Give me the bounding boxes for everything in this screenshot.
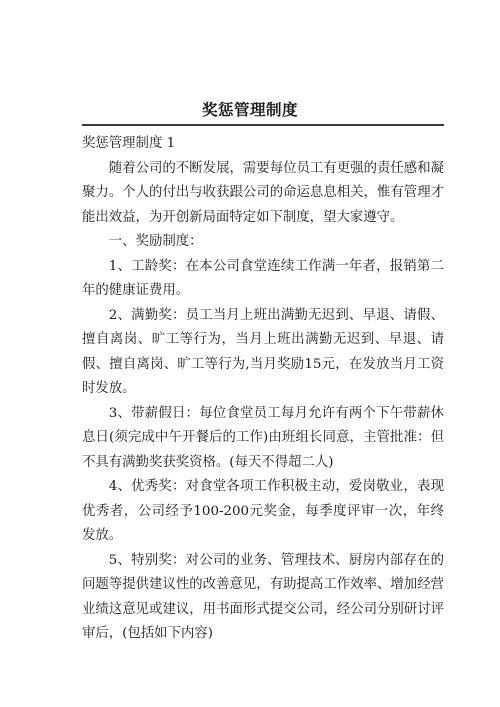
special-award-paragraph: 5、特别奖：对公司的业务、管理技术、厨房内部存在的问题等提供建议性的改善意见，有助提高工作效率、增加经营业绩这意见或建议，用书面形式提交公司，经公司分别研讨评审后，(包括如下内容) xyxy=(82,552,444,641)
document-title: 奖惩管理制度 xyxy=(201,101,298,119)
excellence-award-paragraph: 4、优秀奖：对食堂各项工作积极主动，爱岗敬业，表现优秀者，公司经予100-200元奖金，每季度评审一次，年终发放。 xyxy=(82,479,444,543)
paid-leave-paragraph: 3、带薪假日：每位食堂员工每月允许有两个下午带薪休息日(须完成中午开餐后的工作)由班组长同意，主管批准：但不具有满勤奖获奖资格。(每天不得超二人) xyxy=(82,405,444,470)
seniority-award-paragraph: 1、工龄奖：在本公司食堂连续工作满一年者，报销第二年的健康证费用。 xyxy=(82,258,444,298)
title-divider xyxy=(82,124,444,126)
full-attendance-award-paragraph: 2、满勤奖：员工当月上班出满勤无迟到、早退、请假、擅自离岗、旷工等行为，当月上班出满勤无迟到、早退、请假、擅自离岗、旷工等行为,当月奖励15元，在发放当月工资时发放。 xyxy=(82,307,444,396)
section-heading-rewards: 一、奖励制度： xyxy=(108,234,203,249)
document-body xyxy=(82,132,444,647)
document-subtitle: 奖惩管理制度 1 xyxy=(82,136,176,151)
intro-paragraph: 随着公司的不断发展，需要每位员工有更强的责任感和凝聚力。个人的付出与收获跟公司的命运息息相关，惟有管理才能出效益，为开创新局面特定如下制度，望大家遵守。 xyxy=(82,160,444,225)
